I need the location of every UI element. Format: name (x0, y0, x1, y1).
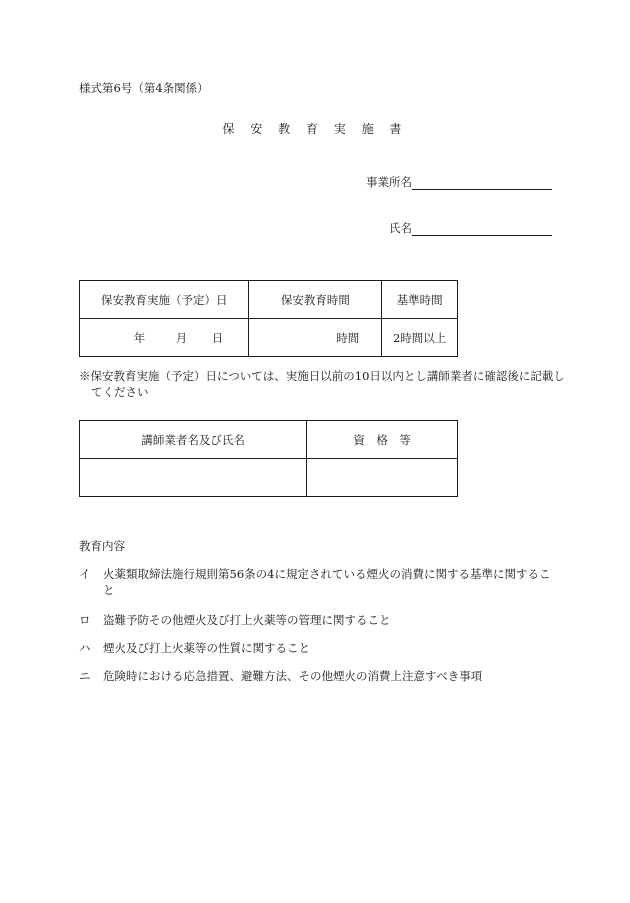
header-standard-time: 基準時間 (382, 281, 458, 319)
item-text: 危険時における応急措置、避難方法、その他煙火の消費上注意すべき事項 (103, 669, 483, 683)
table-row (80, 459, 458, 497)
note-line-2: てください (91, 385, 149, 399)
qualification-cell[interactable] (307, 459, 458, 497)
business-name-line[interactable] (412, 175, 552, 190)
year-label: 年 (133, 330, 146, 345)
table-header-row (80, 421, 458, 459)
date-cell[interactable] (80, 319, 249, 357)
table-row (80, 319, 458, 357)
item-text: 火薬類取締法施行規則第56条の4に規定されている煙火の消費に関する基準に関するこ (103, 567, 551, 581)
list-item (79, 640, 559, 656)
list-item (79, 612, 559, 628)
lecturer-table (79, 420, 458, 497)
business-name-label: 事業所名 (366, 175, 412, 189)
item-mark: イ (79, 567, 91, 581)
person-name-line[interactable] (412, 221, 552, 236)
lecturer-name-cell[interactable] (80, 459, 307, 497)
item-mark: ハ (79, 641, 91, 655)
table-header-row (80, 281, 458, 319)
hours-label: 時間 (336, 330, 360, 345)
header-education-time: 保安教育時間 (249, 281, 382, 319)
person-name-field[interactable] (330, 220, 552, 236)
month-label: 月 (175, 330, 188, 345)
business-name-field[interactable] (330, 174, 552, 190)
person-name-label: 氏名 (389, 221, 412, 235)
header-lecturer-name: 講師業者名及び氏名 (80, 421, 307, 459)
page-title: 保 安 教 育 実 施 書 (222, 122, 408, 136)
note-line-1: ※保安教育実施（予定）日については、実施日以前の10日以内とし講師業者に確認後に記載し (79, 369, 565, 383)
note (79, 368, 565, 400)
item-mark: ニ (79, 669, 91, 683)
item-text: 盗難予防その他煙火及び打上火薬等の管理に関すること (103, 613, 391, 627)
content-heading: 教育内容 (79, 539, 125, 553)
standard-time-value: 2時間以上 (382, 319, 458, 357)
list-item (79, 668, 559, 684)
hours-cell[interactable] (249, 319, 382, 357)
item-text-cont: と (103, 583, 115, 597)
list-item (79, 566, 559, 598)
header-implementation-date: 保安教育実施（予定）日 (80, 281, 249, 319)
header-qualification: 資 格 等 (307, 421, 458, 459)
item-text: 煙火及び打上火薬等の性質に関すること (103, 641, 310, 655)
day-label: 日 (211, 330, 224, 345)
form-number: 様式第6号（第4条関係） (79, 81, 209, 95)
schedule-table (79, 280, 458, 357)
item-mark: ロ (79, 613, 91, 627)
